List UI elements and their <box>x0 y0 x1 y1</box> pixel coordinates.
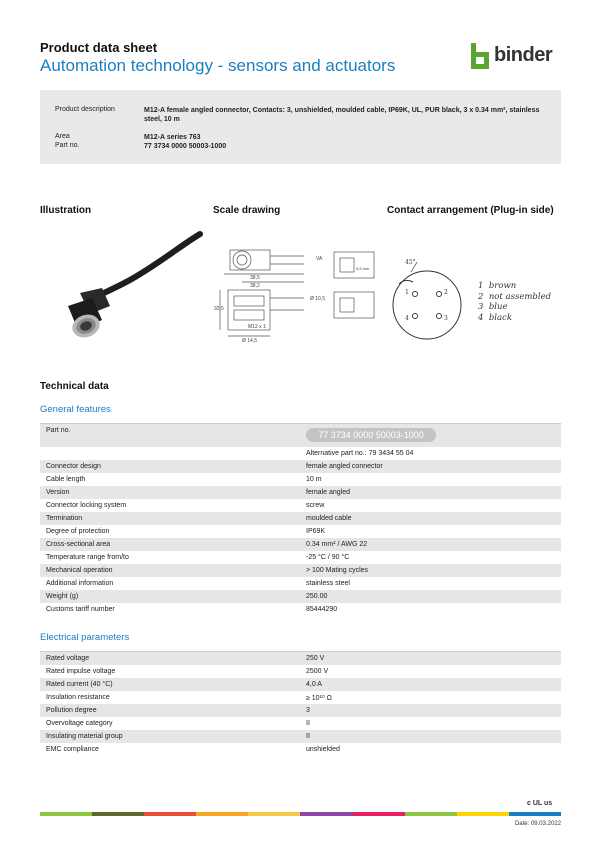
scale-drawing <box>212 238 380 346</box>
footer-bar-segment <box>405 812 457 816</box>
wire-legend-item: 2 not assembled <box>478 291 552 302</box>
table-row: Cross-sectional area 0.34 mm² / AWG 22 <box>40 538 561 551</box>
contact-arrangement-drawing <box>387 252 477 347</box>
dim-label-6: Ø 14,5 <box>242 338 258 344</box>
footer-color-bar <box>40 812 561 816</box>
table-row: Termination moulded cable <box>40 512 561 525</box>
ul-certification-mark: c UL us <box>527 800 553 807</box>
pin-label-2: 2 <box>444 289 448 296</box>
wire-legend-item: 1 brown <box>478 281 517 291</box>
table-row: Rated current (40 °C) 4,0 A <box>40 678 561 691</box>
table-row: Version female angled <box>40 486 561 499</box>
part-no-row <box>40 424 561 447</box>
table-row: Additional information stainless steel <box>46 580 350 587</box>
table-row: Temperature range from/to -25 °C / 90 °C <box>46 554 350 561</box>
wire-legend-item: 3 blue <box>478 302 508 312</box>
footer-bar-segment <box>509 812 561 816</box>
table-row: Connector locking system screw <box>46 502 325 509</box>
contact-arrangement-heading: Contact arrangement (Plug-in side) <box>387 205 554 216</box>
document-date: Date: 09.03.2022 <box>514 821 561 827</box>
product-description-value: M12-A female angled connector, Contacts: 3, unshielded, moulded cable, IP69K, UL, PUR black, 3 x 0.34 mm², stainless steel, 10 m <box>144 107 540 123</box>
dim-label-7: Ø 10,5 <box>310 296 326 302</box>
pin-label-3: 3 <box>444 315 448 322</box>
part-no-badge: 77 3734 0000 50003-1000 <box>306 428 436 442</box>
table-row: EMC compliance unshielded <box>46 746 340 753</box>
footer-bar-segment <box>353 812 405 816</box>
connector-illustration <box>50 228 205 348</box>
general-features-heading: General features <box>40 404 111 415</box>
pin-label-4: 4 <box>405 315 409 322</box>
part-no-label: Part no. <box>55 142 80 149</box>
dim-label-1: 38,5 <box>250 275 260 281</box>
part-no-value: 77 3734 0000 50003-1000 <box>144 143 227 150</box>
part-no-row-label: Part no. <box>46 427 71 434</box>
product-description-label: Product description <box>55 106 115 113</box>
footer-bar-segment <box>300 812 352 816</box>
page-subtitle: Automation technology - sensors and actuators <box>40 56 396 75</box>
area-label: Area <box>55 133 70 140</box>
table-row: Overvoltage category II <box>46 720 310 727</box>
table-row: Customs tariff number 85444290 <box>46 606 338 613</box>
doc-type-title: Product data sheet <box>40 40 158 55</box>
binder-logo <box>470 42 565 72</box>
table-row: Insulation resistance ≥ 10¹⁰ Ω <box>46 694 332 702</box>
illustration-heading: Illustration <box>40 205 92 216</box>
angle-label: 45° <box>405 259 416 266</box>
table-row: Pollution degree 3 <box>40 704 561 717</box>
dim-label-2: 38,2 <box>250 283 260 289</box>
electrical-parameters-table <box>40 651 561 753</box>
footer-bar-segment <box>196 812 248 816</box>
binder-logo-icon <box>470 42 492 70</box>
logo-wordmark: binder <box>494 44 553 66</box>
table-row: Weight (g) 250.00 <box>40 590 561 603</box>
electrical-parameters-heading: Electrical parameters <box>40 632 130 643</box>
table-row: Rated impulse voltage 2500 V <box>46 668 329 675</box>
wire-legend-item: 4 black <box>478 312 512 323</box>
footer-bar-segment <box>144 812 196 816</box>
table-row: Rated voltage 250 V <box>40 652 561 665</box>
scale-drawing-heading: Scale drawing <box>213 205 281 216</box>
footer-bar-segment <box>92 812 144 816</box>
product-info-box <box>40 90 561 164</box>
dim-label-8: 5,5 mm <box>356 266 370 271</box>
table-row: Cable length 10 m <box>46 476 322 483</box>
footer-bar-segment <box>248 812 300 816</box>
contact-wire-legend <box>478 281 551 323</box>
dim-label-9: VA <box>316 256 323 262</box>
area-value: M12-A series 763 <box>144 134 201 141</box>
table-row: Connector design female angled connector <box>40 460 561 473</box>
dim-label-3: 32,5 <box>214 306 224 312</box>
technical-data-heading: Technical data <box>40 381 109 392</box>
pin-label-1: 1 <box>405 289 409 296</box>
table-row: Mechanical operation > 100 Mating cycles <box>40 564 561 577</box>
footer-bar-segment <box>40 812 92 816</box>
alt-part-row <box>40 447 561 460</box>
dim-label-5: M12 x 1 <box>248 324 266 330</box>
alt-part-value: Alternative part no.: 79 3434 55 04 <box>306 450 414 457</box>
footer-bar-segment <box>457 812 509 816</box>
general-features-table <box>40 423 561 613</box>
table-row: Degree of protection IP69K <box>46 528 326 535</box>
table-row: Insulating material group II <box>40 730 561 743</box>
